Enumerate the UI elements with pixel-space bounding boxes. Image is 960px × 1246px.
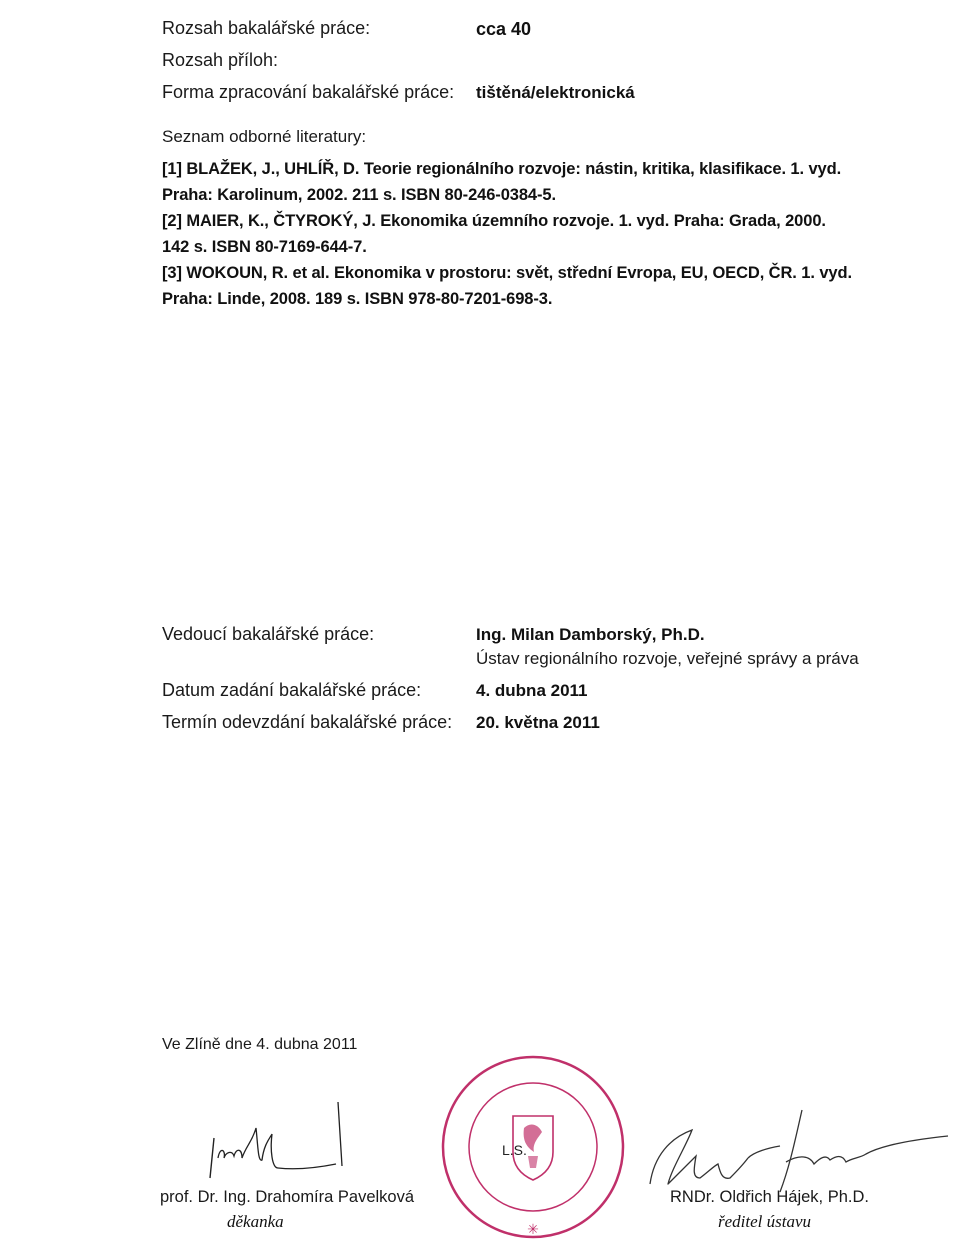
literature-line: [1] BLAŽEK, J., UHLÍŘ, D. Teorie regionálního rozvoje: nástin, kritika, klasifikace. 1. vyd. — [162, 160, 842, 178]
literature-line: Praha: Linde, 2008. 189 s. ISBN 978-80-7201-698-3. — [162, 290, 553, 308]
vedouci-value: Ing. Milan Damborský, Ph.D. — [476, 625, 705, 644]
vedouci-label: Vedoucí bakalářské práce: — [162, 624, 375, 644]
signature-right — [630, 1106, 950, 1196]
university-stamp — [438, 1052, 628, 1242]
svg-text:✳: ✳ — [527, 1222, 539, 1238]
literature-line: Praha: Karolinum, 2002. 211 s. ISBN 80-246-0384-5. — [162, 186, 556, 204]
right-signatory-name: RNDr. Oldřich Hájek, Ph.D. — [670, 1188, 869, 1206]
prilohy-label: Rozsah příloh: — [162, 50, 279, 70]
ls-label: L.S. — [502, 1142, 527, 1158]
forma-value: tištěná/elektronická — [476, 83, 635, 102]
termin-label: Termín odevzdání bakalářské práce: — [162, 712, 453, 732]
literature-heading: Seznam odborné literatury: — [162, 127, 367, 146]
datum-value: 4. dubna 2011 — [476, 681, 588, 700]
rozsah-value: cca 40 — [476, 19, 532, 39]
signature-left — [196, 1098, 356, 1178]
rozsah-label: Rozsah bakalářské práce: — [162, 18, 371, 38]
right-signatory-role: ředitel ústavu — [718, 1212, 812, 1231]
place-date: Ve Zlíně dne 4. dubna 2011 — [162, 1036, 358, 1053]
forma-label: Forma zpracování bakalářské práce: — [162, 82, 455, 102]
left-signatory-role: děkanka — [227, 1212, 284, 1231]
literature-line: [3] WOKOUN, R. et al. Ekonomika v prostoru: svět, střední Evropa, EU, OECD, ČR. 1. vyd. — [162, 264, 852, 282]
datum-label: Datum zadání bakalářské práce: — [162, 680, 422, 700]
literature-line: [2] MAIER, K., ČTYROKÝ, J. Ekonomika územního rozvoje. 1. vyd. Praha: Grada, 2000. — [162, 212, 826, 230]
termin-value: 20. května 2011 — [476, 713, 600, 732]
ustav-value: Ústav regionálního rozvoje, veřejné správy a práva — [476, 649, 859, 668]
left-signatory-name: prof. Dr. Ing. Drahomíra Pavelková — [160, 1188, 415, 1206]
literature-line: 142 s. ISBN 80-7169-644-7. — [162, 238, 367, 256]
